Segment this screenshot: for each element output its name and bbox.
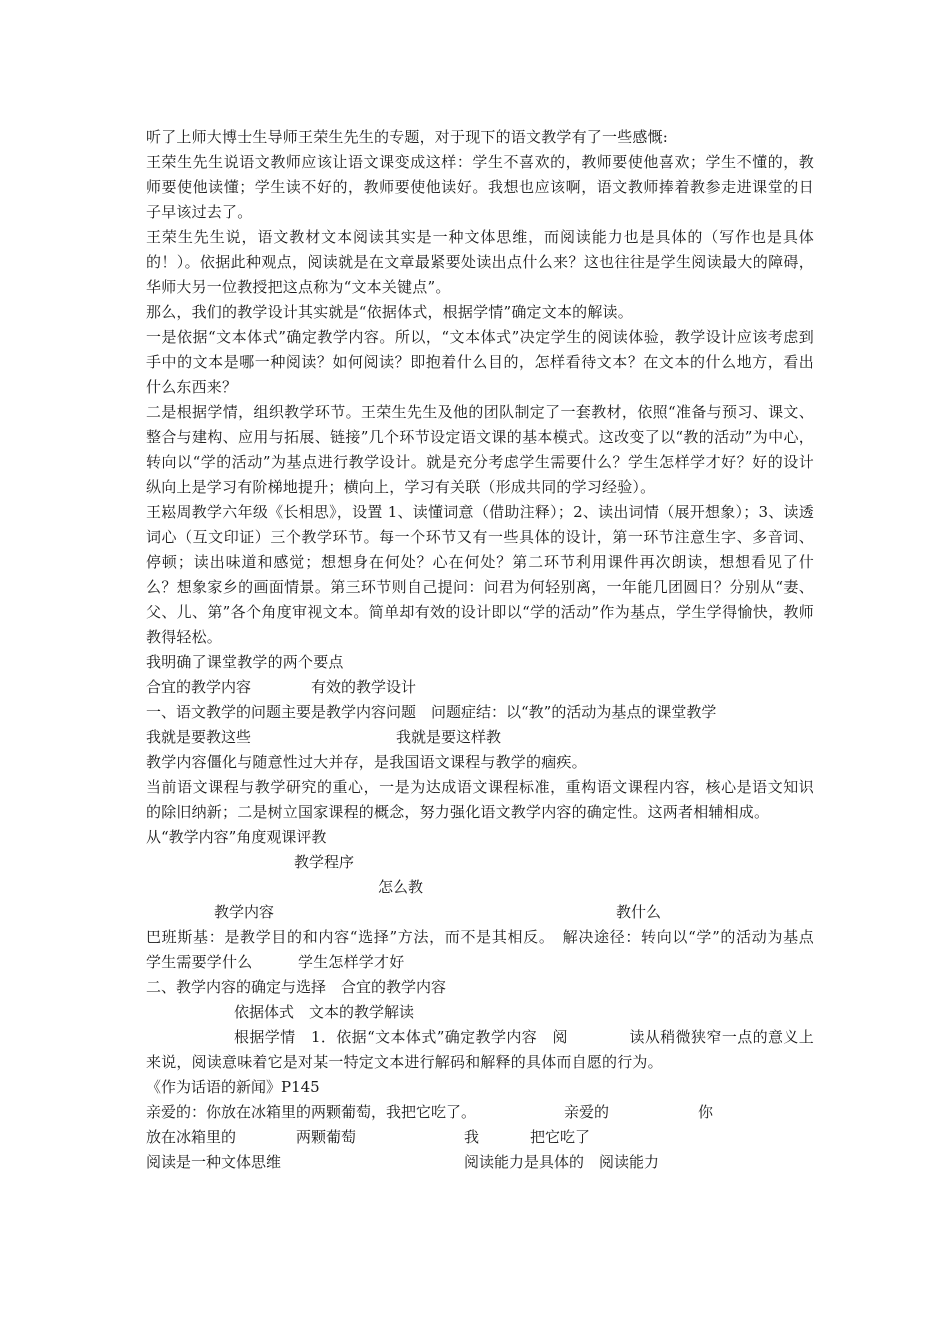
paragraph-1: 听了上师大博士生导师王荣生先生的专题，对于现下的语文教学有了一些感慨: <box>146 128 669 146</box>
section-one-heading: 一、语文教学的问题主要是教学内容问题 问题症结：以“教”的活动为基点的课堂教学 <box>146 703 717 721</box>
paragraph-2: 王荣生先生说语文教师应该让语文课变成这样：学生不喜欢的，教师要使他喜欢；学生不懂的，教师要使他读懂；学生读不好的，教师要使他读好。我想也应该啊，语文教师捧着教参走进课堂的日子早该过去了。 <box>146 153 814 221</box>
reading-definition: 根据学情 1．依据“文本体式”确定教学内容 阅 读从稍微狭窄一点的意义上来说，阅读意味着它是对某一特定文本进行解码和解释的具体而自愿的行为。 <box>146 1028 814 1071</box>
section-two-heading: 二、教学内容的确定与选择 合宜的教学内容 <box>146 978 447 996</box>
diagram-content-what: 教学内容 教什么 <box>214 903 662 921</box>
paragraph-10: 当前语文课程与教学研究的重心，一是为达成语文课程标准，重构语文课程内容，核心是语文知识的除旧纳新；二是树立国家课程的概念，努力强化语文教学内容的确定性。这两者相辅相成。 <box>146 778 814 821</box>
basis-row: 依据体式 文本的教学解读 <box>234 1003 415 1021</box>
paragraph-3: 王荣生先生说，语文教材文本阅读其实是一种文体思维，而阅读能力也是具体的（写作也是具体的！）。依据此种观点，阅读就是在文章最紧要处读出点什么来？这也往往是学生阅读最大的障碍，华师大另一位教授把这点称为“文本关键点”。 <box>146 228 814 296</box>
paragraph-4: 那么，我们的教学设计其实就是“依据体式，根据学情”确定文本的解读。 <box>146 303 633 321</box>
summary-row: 阅读是一种文体思维 阅读能力是具体的 阅读能力 <box>146 1153 660 1171</box>
paragraph-11: 巴班斯基：是教学目的和内容“选择”方法，而不是其相反。 解决途径：转向以“学”的活动为基点 学生需要学什么 学生怎样学才好 <box>146 928 830 971</box>
diagram-procedure: 教学程序 <box>294 853 355 871</box>
paragraph-8: 我明确了课堂教学的两个要点 <box>146 653 344 671</box>
example-row-1: 亲爱的：你放在冰箱里的两颗葡萄，我把它吃了。 亲爱的 你 <box>146 1103 714 1121</box>
diagram-how: 怎么教 <box>378 878 424 896</box>
paragraph-9: 教学内容僵化与随意性过大并存，是我国语文课程与教学的痼疾。 <box>146 753 587 771</box>
paragraph-5: 一是依据“文本体式”确定教学内容。所以，“文本体式”决定学生的阅读体验，教学设计应该考虑到手中的文本是哪一种阅读？如何阅读？即抱着什么目的，怎样看待文本？在文本的什么地方，看出什么东西来？ <box>146 328 814 396</box>
document-body <box>146 125 830 1175</box>
key-points-row <box>146 675 814 700</box>
example-row-2: 放在冰箱里的 两颗葡萄 我 把它吃了 <box>146 1128 591 1146</box>
paragraph-7: 王崧周教学六年级《长相思》，设置 1、读懂词意（借助注释）；2、读出词情（展开想象）；3、读透词心（互文印证）三个教学环节。每一个环节又有一些具体的设计，第一环节注意生字、多音词、停顿；读出味道和感觉；想想身在何处？心在何处？第二环节利用课件再次朗读，想想看见了什么？想象家乡的画面情景。第三环节则自己提问：问君为何轻别离，一年能几团圆日？分别从“妻、父、儿、第”各个角度审视文本。简单却有效的设计即以“学的活动”作为基点，学生学得愉快，教师教得轻松。 <box>146 503 814 646</box>
teach-row: 我就是要教这些 我就是要这样教 <box>146 728 502 746</box>
observe-heading: 从“教学内容”角度观课评教 <box>146 828 327 846</box>
citation-row: 《作为话语的新闻》P145 <box>146 1078 320 1096</box>
key-point-content: 合宜的教学内容 <box>146 678 252 696</box>
key-point-design: 有效的教学设计 <box>311 678 417 696</box>
paragraph-6: 二是根据学情，组织教学环节。王荣生先生及他的团队制定了一套教材，依照“准备与预习、课文、整合与建构、应用与拓展、链接”几个环节设定语文课的基本模式。这改变了以“教的活动”为中心，转向以“学的活动”为基点进行教学设计。就是充分考虑学生需要什么？学生怎样学才好？好的设计纵向上是学习有阶梯地提升；横向上，学习有关联（形成共同的学习经验）。 <box>146 403 814 496</box>
